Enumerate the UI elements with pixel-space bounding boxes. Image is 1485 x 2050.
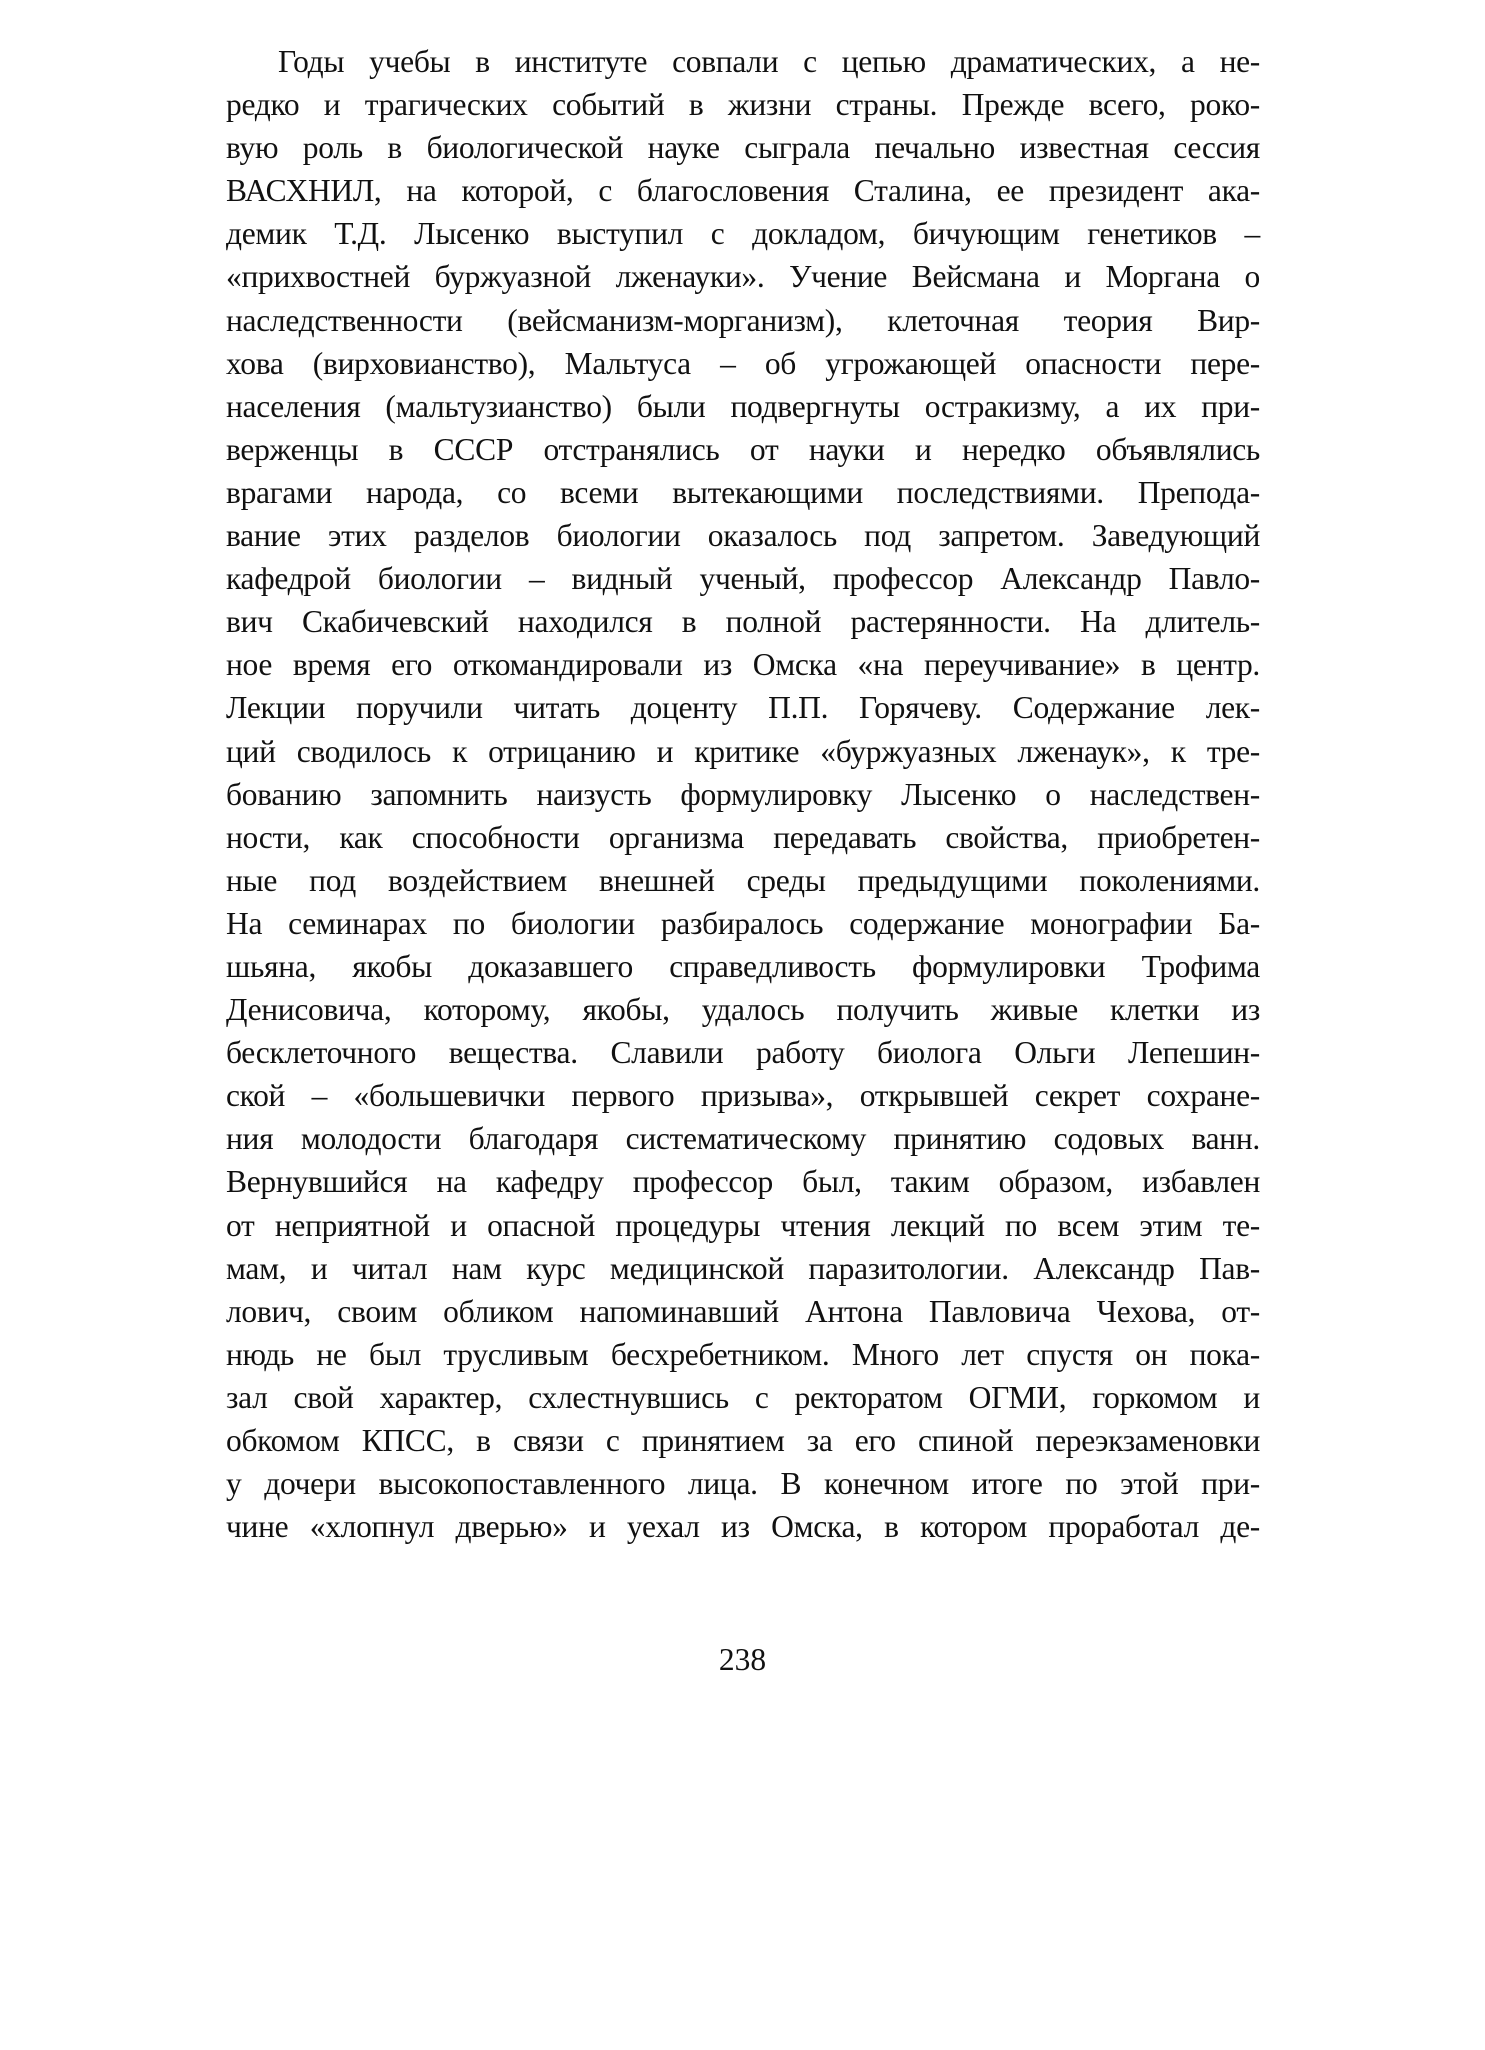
- body-paragraph: [226, 40, 1260, 1548]
- text-line: ВАСХНИЛ, на которой, с благословения Сталина, ее президент ака-: [226, 173, 1260, 209]
- text-line: вую роль в биологической науке сыграла печально известная сессия: [226, 130, 1260, 166]
- text-line: у дочери высокопоставленного лица. В конечном итоге по этой при-: [226, 1466, 1260, 1502]
- text-line: ния молодости благодаря систематическому принятию содовых ванн.: [226, 1121, 1260, 1157]
- text-line: населения (мальтузианство) были подвергнуты остракизму, а их при-: [226, 388, 1260, 424]
- text-line: врагами народа, со всеми вытекающими последствиями. Препода-: [226, 474, 1260, 510]
- text-line: ций сводилось к отрицанию и критике «буржуазных лженаук», к тре-: [226, 733, 1260, 769]
- text-line: Вернувшийся на кафедру профессор был, таким образом, избавлен: [226, 1164, 1260, 1200]
- text-line: На семинарах по биологии разбиралось содержание монографии Ба-: [226, 905, 1260, 941]
- text-line: ской – «большевички первого призыва», открывшей секрет сохране-: [226, 1078, 1260, 1114]
- text-line: ные под воздействием внешней среды предыдущими поколениями.: [226, 862, 1260, 898]
- text-line: мам, и читал нам курс медицинской паразитологии. Александр Пав-: [226, 1250, 1260, 1286]
- text-line: чине «хлопнул дверью» и уехал из Омска, в котором проработал де-: [226, 1509, 1260, 1545]
- text-line: шьяна, якобы доказавшего справедливость формулировки Трофима: [226, 948, 1260, 984]
- text-line: демик Т.Д. Лысенко выступил с докладом, бичующим генетиков –: [226, 216, 1260, 252]
- text-line: «прихвостней буржуазной лженауки». Учение Вейсмана и Моргана о: [226, 259, 1260, 295]
- text-line: Годы учебы в институте совпали с цепью драматических, а не-: [278, 44, 1260, 79]
- text-line: ное время его откомандировали из Омска «на переучивание» в центр.: [226, 647, 1260, 683]
- text-line: от неприятной и опасной процедуры чтения лекций по всем этим те-: [226, 1207, 1260, 1243]
- text-line: редко и трагических событий в жизни страны. Прежде всего, роко-: [226, 87, 1260, 123]
- text-line: бованию запомнить наизусть формулировку Лысенко о наследствен-: [226, 776, 1260, 812]
- text-line: бесклеточного вещества. Славили работу биолога Ольги Лепешин-: [226, 1035, 1260, 1071]
- text-line: лович, своим обликом напоминавший Антона Павловича Чехова, от-: [226, 1293, 1260, 1329]
- page-number: 238: [718, 1642, 767, 1677]
- text-line: кафедрой биологии – видный ученый, профессор Александр Павло-: [226, 561, 1260, 597]
- text-line: верженцы в СССР отстранялись от науки и нередко объявлялись: [226, 431, 1260, 467]
- text-line: Денисовича, которому, якобы, удалось получить живые клетки из: [226, 992, 1260, 1028]
- text-line: Лекции поручили читать доценту П.П. Горячеву. Содержание лек-: [226, 690, 1260, 726]
- text-line: нюдь не был трусливым бесхребетником. Много лет спустя он пока-: [226, 1336, 1260, 1372]
- text-line: зал свой характер, схлестнувшись с ректоратом ОГМИ, горкомом и: [226, 1379, 1260, 1415]
- text-line: хова (вирховианство), Мальтуса – об угрожающей опасности пере-: [226, 345, 1260, 381]
- text-line: обкомом КПСС, в связи с принятием за его спиной переэкзаменовки: [226, 1423, 1260, 1458]
- text-line: вание этих разделов биологии оказалось под запретом. Заведующий: [226, 518, 1260, 554]
- text-line: вич Скабичевский находился в полной растерянности. На длитель-: [226, 604, 1260, 640]
- text-line: наследственности (вейсманизм-морганизм), клеточная теория Вир-: [226, 302, 1260, 338]
- text-line: ности, как способности организма передавать свойства, приобретен-: [226, 819, 1260, 855]
